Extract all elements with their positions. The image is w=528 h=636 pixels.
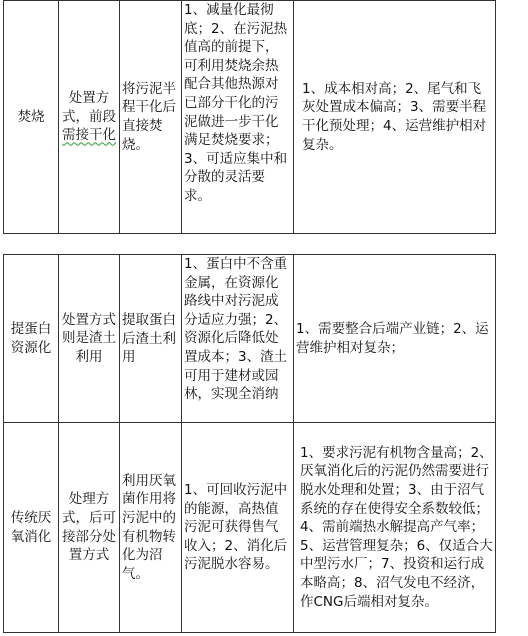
table-row-anaerobic-digestion — [4, 423, 496, 633]
advantages-cell: 1、减量化最彻底；2、在污泥热值高的前提下，可利用焚烧余热配合其他热源对已部分干化的污泥做进一步干化满足焚烧要求；3、可适应集中和分散的灵活要求。 — [182, 1, 294, 234]
method-cell: 焚烧 — [4, 1, 59, 234]
disadvantages-cell: 1、成本相对高；2、尾气和飞灰处置成本偏高；3、需要半程干化预处理；4、运营维护相对复杂。 — [294, 1, 496, 234]
disadvantages-cell: 1、要求污泥有机物含量高；2、厌氧消化后的污泥仍然需要进行脱水处理和处置；3、由于沼气系统的存在使得安全系数较低；4、需前端热水解提高产气率；5、运营管理复杂；6、仅适合大中型污水厂；7、投资和运行成本略高；8、沼气发电不经济，作CNG后端相对复杂。 — [294, 423, 496, 633]
advantages-cell: 1、蛋白中不含重金属，在资源化路线中对污泥成分适应力强；2、资源化后降低处置成本；3、渣土可用于建材或园林，实现全消纳 — [182, 255, 294, 423]
description-cell: 利用厌氧菌作用将污泥中的有机物转化为沼气。 — [120, 423, 182, 633]
description-cell: 提取蛋白后渣土利用 — [120, 255, 182, 423]
method-cell: 传统厌氧消化 — [4, 423, 59, 633]
disadvantages-cell: 1、需要整合后端产业链；2、运营维护相对复杂； — [294, 255, 496, 423]
table-row-protein-extraction — [4, 255, 496, 423]
comparison-table-bottom — [3, 254, 496, 633]
advantages-cell: 1、可回收污泥中的能源，高热值污泥可获得售气收入；2、消化后污泥脱水容易。 — [182, 423, 294, 633]
table-row-incineration — [4, 1, 496, 234]
approach-cell: 处理方式，后可接部分处置方式 — [59, 423, 120, 633]
approach-text: 处置方式，前段 — [62, 90, 116, 125]
approach-text-underlined: 需接干化 — [62, 127, 116, 144]
approach-cell — [59, 1, 120, 234]
method-cell: 提蛋白资源化 — [4, 255, 59, 423]
description-cell: 将污泥半程干化后直接焚烧。 — [120, 1, 182, 234]
approach-cell: 处置方式则是渣土利用 — [59, 255, 120, 423]
comparison-table-top — [3, 0, 496, 234]
